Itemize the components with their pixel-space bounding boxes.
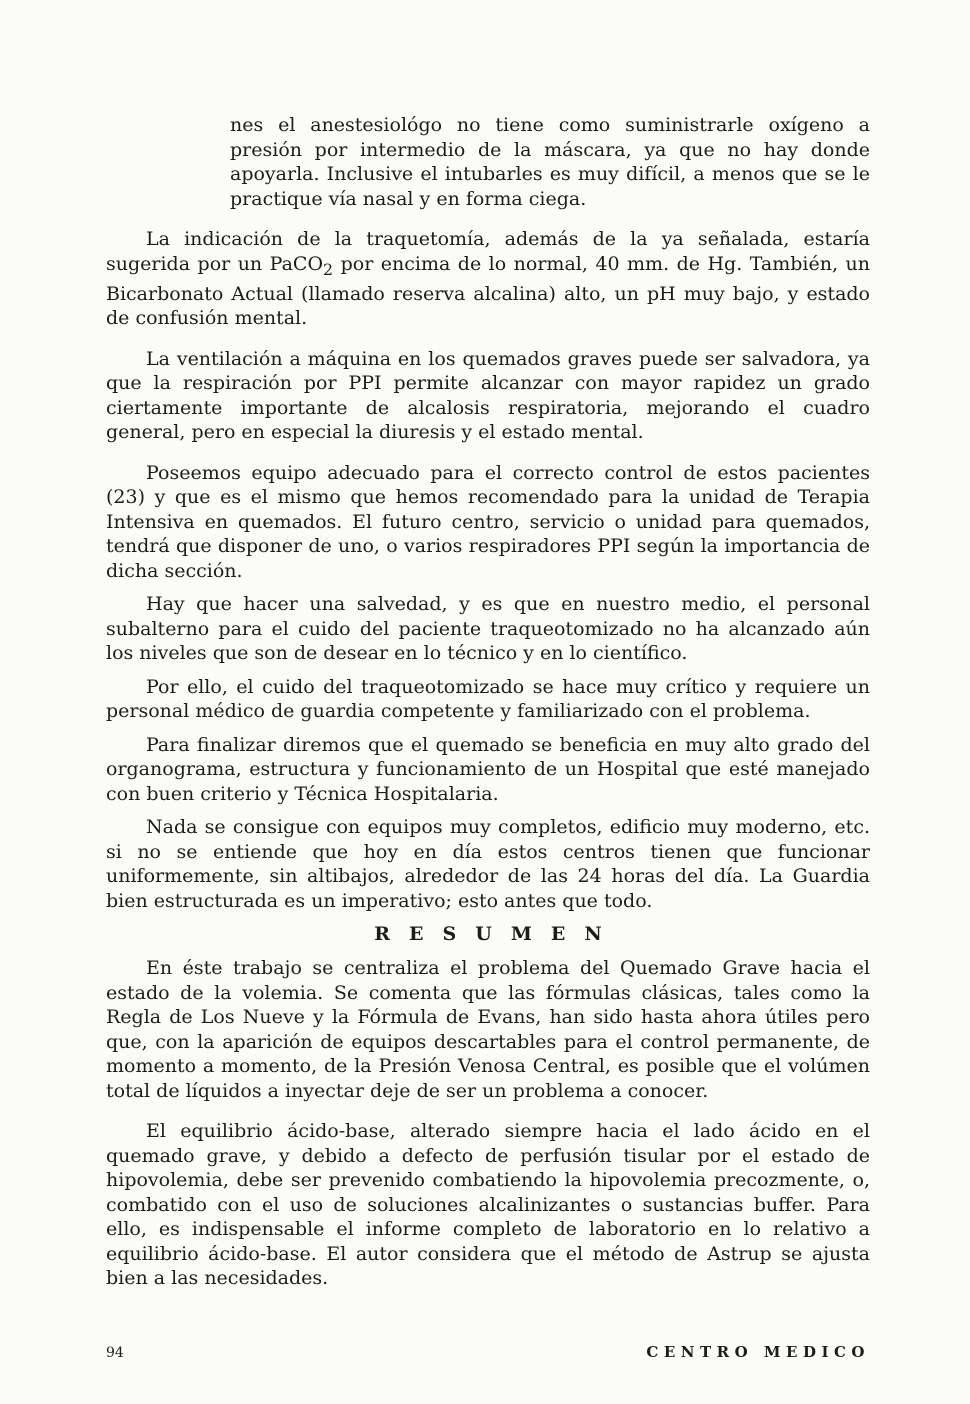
paragraph-text-before-subscript: La indicación de la traquetomía, además de la ya señalada, estaría sugerida por un PaCO (106, 228, 870, 275)
paragraph-summary-volemia: En éste trabajo se centraliza el problema del Quemado Grave hacia el estado de la volemia. Se comenta que las fórmulas clásicas, tales como la Regla de Los Nueve y la Fórmula de Evans, han sido hasta ahora útiles pero que, con la aparición de equipos descartables para el control permanente, de momento a momento, de la Presión Venosa Central, es posible que el volúmen total de líquidos a inyectar deje de ser un problema a conocer. (106, 957, 870, 1102)
paragraph-guard-duty: Nada se consigue con equipos muy completos, edificio muy moderno, etc. si no se entiende que hoy en día estos centros tienen que funcionar uniformemente, sin altibajos, alrededor de las 24 horas del día. La Guardia bien estructurada es un imperativo; esto antes que todo. (106, 816, 870, 912)
paragraph-tracheotomy-indication (106, 227, 870, 331)
journal-name: CENTRO MEDICO (646, 1343, 870, 1361)
paragraph-text-after-subscript: por encima de lo normal, 40 mm. de Hg. También, un Bicarbonato Actual (llamado reserva alcalina) alto, un pH muy bajo, y estado de confusión mental. (106, 252, 870, 330)
page-body (106, 113, 870, 1307)
subscript-2: 2 (323, 259, 334, 279)
paragraph-hospital-organization: Para finalizar diremos que el quemado se beneficia en muy alto grado del organograma, estructura y funcionamiento de un Hospital que esté manejado con buen criterio y Técnica Hospitalaria. (106, 733, 870, 805)
paragraph-critical-care: Por ello, el cuido del traqueotomizado se hace muy crítico y requiere un personal médico de guardia competente y familiarizado con el problema. (106, 675, 870, 723)
page-number: 94 (106, 1345, 124, 1361)
page-footer (106, 1343, 870, 1361)
paragraph-summary-acid-base: El equilibrio ácido-base, alterado siempre hacia el lado ácido en el quemado grave, y debido a defecto de perfusión tisular por el estado de hipovolemia, debe ser prevenido combatiendo la hipovolemia precozmente, o, combatido con el uso de soluciones alcalinizantes o sustancias buffer. Para ello, es indispensable el informe completo de laboratorio en lo relativo a equilibrio ácido-base. El autor considera que el método de Astrup se ajusta bien a las necesidades. (106, 1120, 870, 1290)
paragraph-anesthesia: nes el anestesiológo no tiene como suministrarle oxígeno a presión por intermedio de la máscara, ya que no hay donde apoyarla. Inclusive el intubarles es muy difícil, a menos que se le practique vía nasal y en forma ciega. (230, 114, 870, 210)
paragraph-equipment: Poseemos equipo adecuado para el correcto control de estos pacientes (23) y que es el mismo que hemos recomendado para la unidad de Terapia Intensiva en quemados. El futuro centro, servicio o unidad para quemados, tendrá que disponer de uno, o varios respiradores PPI según la importancia de dicha sección. (106, 461, 870, 582)
paragraph-ventilation: La ventilación a máquina en los quemados graves puede ser salvadora, ya que la respiración por PPI permite alcanzar con mayor rapidez un grado ciertamente importante de alcalosis respiratoria, mejorando el cuadro general, pero en especial la diuresis y el estado mental. (106, 347, 870, 444)
paragraph-staff: Hay que hacer una salvedad, y es que en nuestro medio, el personal subalterno para el cuido del paciente traqueotomizado no ha alcanzado aún los niveles que son de desear en lo técnico y en lo científico. (106, 593, 870, 665)
section-heading-resumen: RESUMEN (374, 923, 621, 946)
